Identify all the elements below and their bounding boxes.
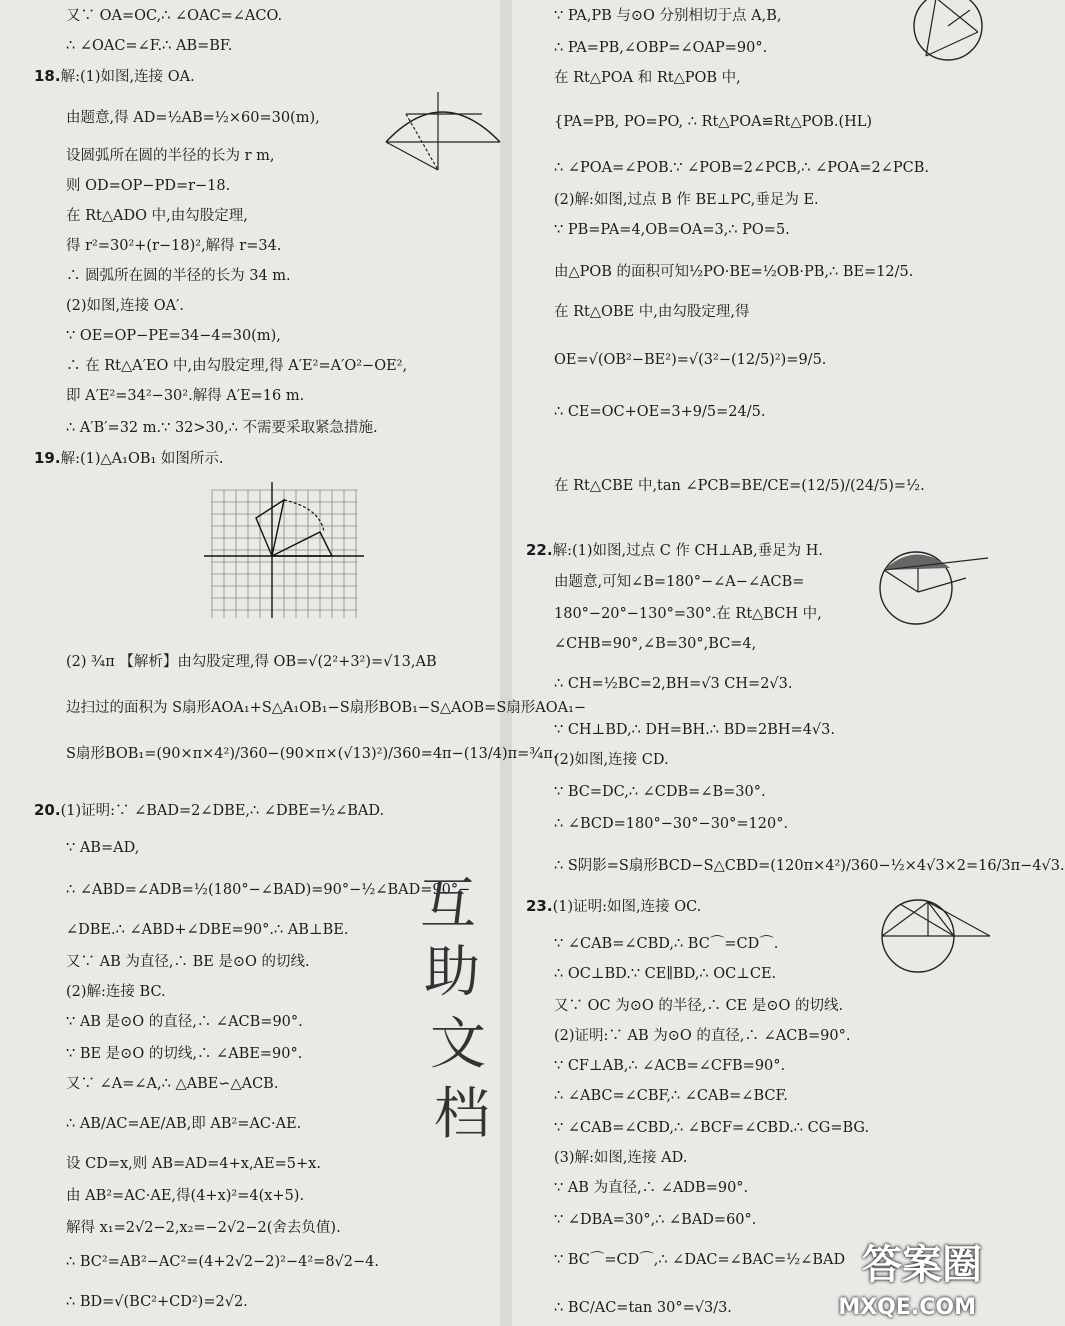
line-text: ∴ PA=PB,∠OBP=∠OAP=90°.	[554, 40, 768, 56]
handwriting-char-4: 档	[434, 1082, 490, 1147]
line-text: 又∵ ∠A=∠A,∴ △ABE∽△ACB.	[66, 1076, 279, 1092]
right-line	[554, 262, 913, 282]
right-line	[554, 158, 929, 178]
line-text: ∴ ∠ABC=∠CBF,∴ ∠CAB=∠BCF.	[554, 1088, 788, 1104]
line-text: (2)解:连接 BC.	[66, 984, 166, 1000]
left-line	[66, 1218, 341, 1238]
left-line	[66, 236, 281, 256]
watermark-logo: 答案圈	[862, 1242, 982, 1288]
grid-figure	[200, 478, 370, 623]
line-text: (2)证明:∵ AB 为⊙O 的直径,∴ ∠ACB=90°.	[554, 1028, 851, 1044]
left-line	[66, 206, 248, 226]
right-line	[554, 1250, 845, 1270]
left-line	[66, 176, 230, 196]
line-text: ∴ OC⊥BD.∵ CE∥BD,∴ OC⊥CE.	[554, 966, 777, 982]
left-line	[66, 1114, 301, 1134]
left-line	[66, 266, 291, 286]
line-text: ∴ ∠POA=∠POB.∵ ∠POB=2∠PCB,∴ ∠POA=2∠PCB.	[554, 160, 929, 176]
right-line	[554, 1298, 732, 1318]
left-line	[66, 652, 437, 672]
line-text: ∠CHB=90°,∠B=30°,BC=4,	[554, 636, 757, 652]
left-line	[66, 1154, 321, 1174]
line-text: (2)如图,连接 OA′.	[66, 298, 185, 314]
line-text: (1)证明:如图,连接 OC.	[552, 899, 702, 915]
left-line	[66, 952, 310, 972]
tangent-circle-figure	[908, 0, 998, 70]
line-text: {PA=PB, PO=PO, ∴ Rt△POA≌Rt△POB.(HL)	[554, 114, 873, 130]
line-text: ∠DBE.∴ ∠ABD+∠DBE=90°.∴ AB⊥BE.	[66, 922, 349, 938]
line-text: ∵ ∠DBA=30°,∴ ∠BAD=60°.	[554, 1212, 757, 1228]
line-text: ∵ BE 是⊙O 的切线,∴ ∠ABE=90°.	[66, 1046, 303, 1062]
line-text: ∴ CE=OC+OE=3+9/5=24/5.	[554, 404, 766, 420]
line-text: ∵ CF⊥AB,∴ ∠ACB=∠CFB=90°.	[554, 1058, 786, 1074]
line-text: ∴ BC/AC=tan 30°=√3/3.	[554, 1300, 732, 1316]
right-line	[526, 896, 701, 917]
right-line	[554, 1118, 869, 1138]
line-text: ∴ BD=√(BC²+CD²)=2√2.	[66, 1294, 248, 1310]
line-text: 设 CD=x,则 AB=AD=4+x,AE=5+x.	[66, 1156, 321, 1172]
left-line	[66, 326, 281, 346]
arch-figure	[378, 74, 508, 184]
line-text: (1)证明:∵ ∠BAD=2∠DBE,∴ ∠DBE=½∠BAD.	[60, 803, 385, 819]
left-line	[34, 800, 384, 821]
line-text: 由题意,得 AD=½AB=½×60=30(m),	[66, 110, 320, 126]
line-text: 解得 x₁=2√2−2,x₂=−2√2−2(舍去负值).	[66, 1220, 341, 1236]
line-text: ∴ CH=½BC=2,BH=√3 CH=2√3.	[554, 676, 793, 692]
line-text: 边扫过的面积为 S扇形AOA₁+S△A₁OB₁−S扇形BOB₁−S△AOB=S扇形AOA₁−	[66, 700, 587, 716]
problem-number: 19.	[34, 449, 61, 467]
line-text: 解:(1)如图,连接 OA.	[60, 69, 195, 85]
line-text: ∴ ∠BCD=180°−30°−30°=120°.	[554, 816, 789, 832]
left-line	[34, 448, 224, 469]
left-line	[66, 356, 407, 376]
left-line	[66, 1252, 379, 1272]
right-line	[554, 572, 804, 592]
line-text: (3)解:如图,连接 AD.	[554, 1150, 688, 1166]
line-text: ∵ ∠CAB=∠CBD,∴ ∠BCF=∠CBD.∴ CG=BG.	[554, 1120, 870, 1136]
line-text: 在 Rt△ADO 中,由勾股定理,	[66, 208, 248, 224]
left-line	[66, 698, 586, 718]
line-text: 得 r²=30²+(r−18)²,解得 r=34.	[66, 238, 282, 254]
line-text: 又∵ OC 为⊙O 的半径,∴ CE 是⊙O 的切线.	[554, 998, 844, 1014]
line-text: ∴ ∠ABD=∠ADB=½(180°−∠BAD)=90°−½∠BAD=90°−	[66, 882, 471, 898]
handwriting-char-3: 文	[430, 1012, 486, 1077]
line-text: ∵ BC=DC,∴ ∠CDB=∠B=30°.	[554, 784, 766, 800]
line-text: ∴ AB/AC=AE/AB,即 AB²=AC·AE.	[66, 1116, 302, 1132]
shaded-sector-figure	[870, 542, 994, 642]
line-text: OE=√(OB²−BE²)=√(3²−(12/5)²)=9/5.	[554, 352, 827, 368]
left-line	[66, 1044, 302, 1064]
inscribed-circle-figure	[870, 894, 994, 974]
page-gutter	[500, 0, 512, 1326]
right-line	[554, 190, 819, 210]
left-line	[66, 146, 275, 166]
line-text: 又∵ OA=OC,∴ ∠OAC=∠ACO.	[66, 8, 283, 24]
right-line	[554, 1056, 785, 1076]
line-text: 又∵ AB 为直径,∴ BE 是⊙O 的切线.	[66, 954, 310, 970]
right-line	[554, 1086, 788, 1106]
line-text: (2) ¾π 【解析】由勾股定理,得 OB=√(2²+3²)=√13,AB	[66, 654, 437, 670]
line-text: ∵ AB 为直径,∴ ∠ADB=90°.	[554, 1180, 749, 1196]
line-text: 解:(1)如图,过点 C 作 CH⊥AB,垂足为 H.	[552, 543, 824, 559]
right-line	[554, 112, 872, 132]
handwriting-char-2: 助	[424, 940, 480, 1005]
line-text: ∴ 圆弧所在圆的半径的长为 34 m.	[66, 268, 291, 284]
left-line	[66, 1012, 303, 1032]
line-text: S扇形BOB₁=(90×π×4²)/360−(90×π×(√13)²)/360=4π−(13/4)π=¾π.	[66, 746, 558, 762]
left-line	[66, 1186, 304, 1206]
left-line	[66, 744, 557, 764]
line-text: (2)如图,连接 CD.	[554, 752, 669, 768]
right-line	[554, 350, 826, 370]
line-text: 在 Rt△CBE 中,tan ∠PCB=BE/CE=(12/5)/(24/5)=½.	[554, 478, 925, 494]
right-line	[554, 68, 741, 88]
right-line	[554, 634, 756, 654]
right-line	[554, 782, 766, 802]
right-line	[554, 1148, 687, 1168]
line-text: 由 AB²=AC·AE,得(4+x)²=4(x+5).	[66, 1188, 305, 1204]
line-text: 解:(1)△A₁OB₁ 如图所示.	[60, 451, 224, 467]
right-line	[554, 964, 776, 984]
right-line	[554, 856, 1065, 876]
line-text: (2)解:如图,过点 B 作 BE⊥PC,垂足为 E.	[554, 192, 819, 208]
problem-number: 23.	[526, 897, 553, 915]
right-line	[554, 934, 778, 954]
right-line	[554, 1178, 748, 1198]
right-line	[554, 674, 793, 694]
left-line	[66, 880, 470, 900]
line-text: ∵ ∠CAB=∠CBD,∴ BC⌒=CD⌒.	[554, 936, 779, 952]
right-line	[554, 6, 781, 26]
left-line	[66, 108, 320, 128]
left-line	[34, 66, 195, 87]
line-text: ∴ A′B′=32 m.∵ 32>30,∴ 不需要采取紧急措施.	[66, 420, 378, 436]
left-line	[66, 418, 378, 438]
problem-number: 20.	[34, 801, 61, 819]
watermark-url: MXQE.COM	[838, 1295, 976, 1320]
right-line	[554, 720, 835, 740]
line-text: ∵ CH⊥BD,∴ DH=BH.∴ BD=2BH=4√3.	[554, 722, 835, 738]
right-line	[554, 1210, 756, 1230]
line-text: ∵ PB=PA=4,OB=OA=3,∴ PO=5.	[554, 222, 790, 238]
right-line	[554, 604, 822, 624]
right-line	[554, 1026, 850, 1046]
right-line	[526, 540, 823, 561]
line-text: ∵ BC⌒=CD⌒,∴ ∠DAC=∠BAC=½∠BAD	[554, 1252, 846, 1268]
right-line	[554, 302, 749, 322]
left-line	[66, 982, 166, 1002]
line-text: ∵ OE=OP−PE=34−4=30(m),	[66, 328, 281, 344]
right-line	[554, 476, 925, 496]
line-text: 即 A′E²=34²−30².解得 A′E=16 m.	[66, 388, 305, 404]
line-text: ∵ AB 是⊙O 的直径,∴ ∠ACB=90°.	[66, 1014, 303, 1030]
left-line	[66, 920, 348, 940]
left-line	[66, 296, 184, 316]
line-text: ∴ S阴影=S扇形BCD−S△CBD=(120π×4²)/360−½×4√3×2=16/3π−4√3.	[554, 858, 1065, 874]
problem-number: 22.	[526, 541, 553, 559]
left-line	[66, 1074, 278, 1094]
left-line	[66, 1292, 248, 1312]
right-line	[554, 402, 765, 422]
line-text: 设圆弧所在圆的半径的长为 r m,	[66, 148, 275, 164]
line-text: 在 Rt△OBE 中,由勾股定理,得	[554, 304, 750, 320]
problem-number: 18.	[34, 67, 61, 85]
line-text: ∵ PA,PB 与⊙O 分别相切于点 A,B,	[554, 8, 782, 24]
left-line	[66, 386, 304, 406]
line-text: ∴ 在 Rt△A′EO 中,由勾股定理,得 A′E²=A′O²−OE²,	[66, 358, 408, 374]
handwriting-char-1: 互	[420, 872, 476, 937]
left-line	[66, 6, 282, 26]
left-line	[66, 36, 232, 56]
line-text: 由△POB 的面积可知½PO·BE=½OB·PB,∴ BE=12/5.	[554, 264, 914, 280]
line-text: 则 OD=OP−PD=r−18.	[66, 178, 231, 194]
line-text: ∵ AB=AD,	[66, 840, 140, 856]
right-line	[554, 750, 669, 770]
right-line	[554, 814, 788, 834]
line-text: ∴ ∠OAC=∠F.∴ AB=BF.	[66, 38, 233, 54]
left-line	[66, 838, 139, 858]
line-text: 由题意,可知∠B=180°−∠A−∠ACB=	[554, 574, 805, 590]
line-text: 180°−20°−130°=30°.在 Rt△BCH 中,	[554, 606, 822, 622]
line-text: ∴ BC²=AB²−AC²=(4+2√2−2)²−4²=8√2−4.	[66, 1254, 380, 1270]
line-text: 在 Rt△POA 和 Rt△POB 中,	[554, 70, 741, 86]
right-line	[554, 220, 790, 240]
right-line	[554, 38, 767, 58]
right-line	[554, 996, 843, 1016]
